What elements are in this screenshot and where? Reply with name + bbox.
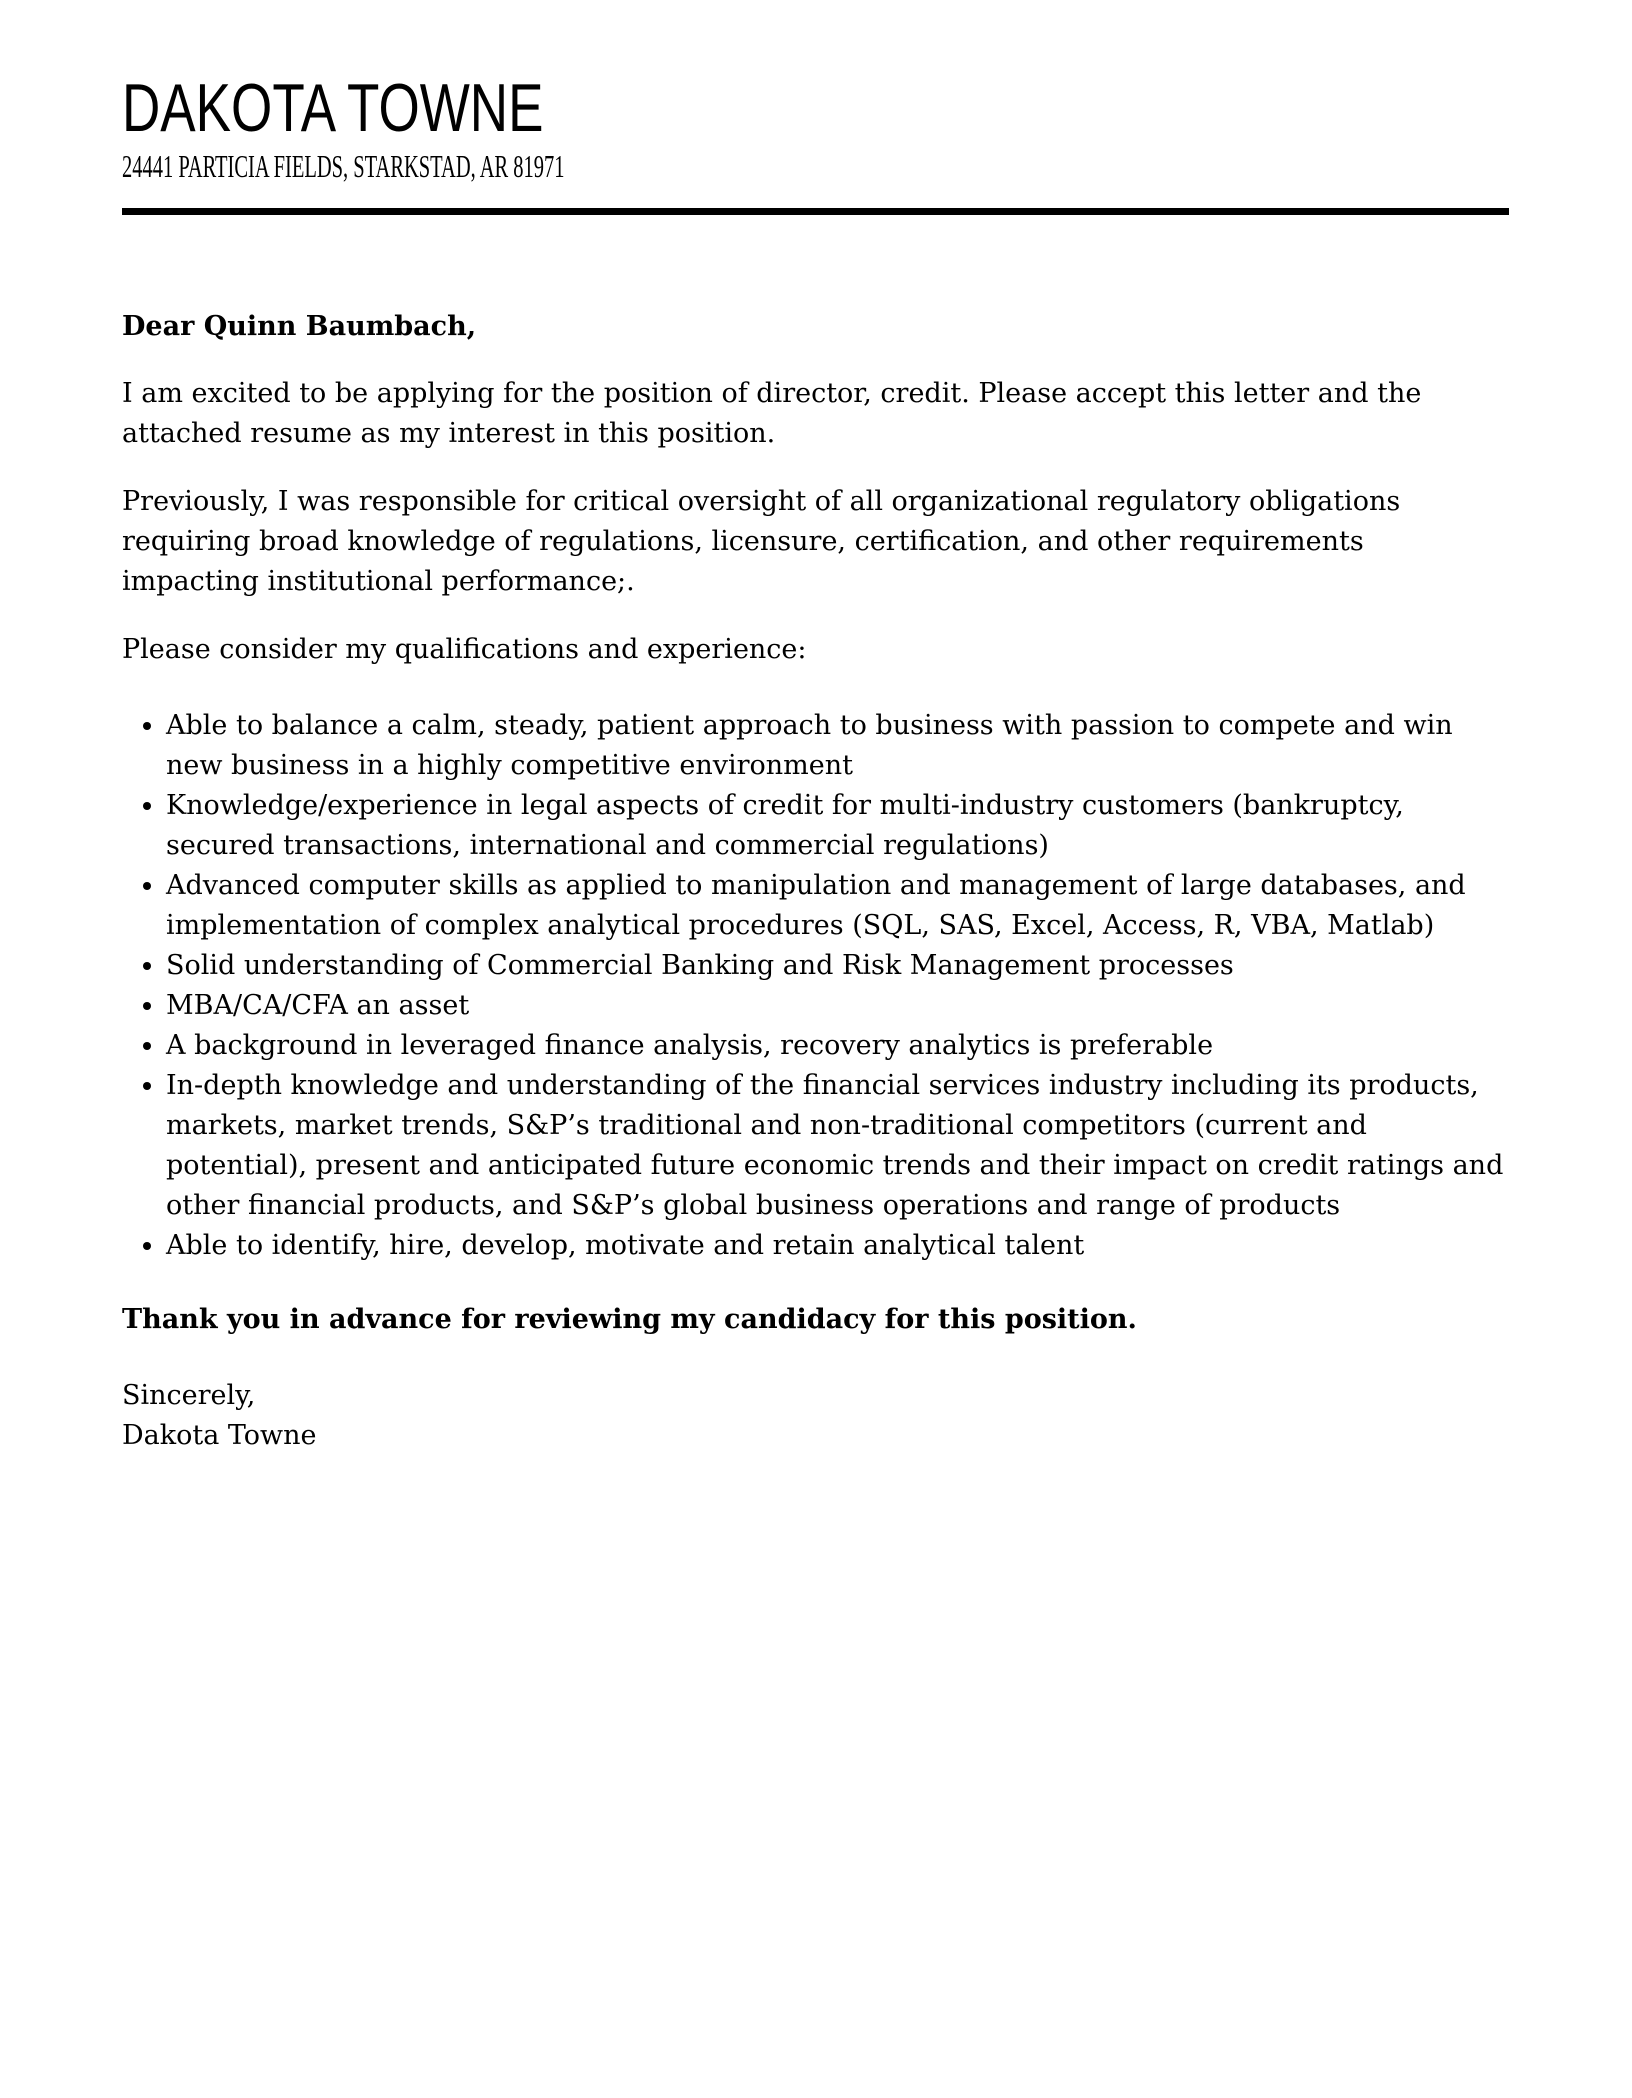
- intro-paragraph: I am excited to be applying for the position of director, credit. Please accept this letter and the attached resume as my interest in this position.: [122, 378, 1422, 449]
- qualifications-list: [122, 706, 1509, 1266]
- qualification-item: • Able to identify, hire, develop, motivate and retain analytical talent: [166, 1226, 1509, 1266]
- greeting: Dear Quinn Baumbach,: [122, 311, 477, 342]
- experience-paragraph: Previously, I was responsible for critical oversight of all organizational regulatory obligations requiring broad knowledge of regulations, licensure, certification, and other requirements impacting institutional performance;.: [122, 486, 1401, 597]
- qualification-item: • Solid understanding of Commercial Banking and Risk Management processes: [166, 946, 1509, 986]
- qualification-item: • In-depth knowledge and understanding of the financial services industry including its products, markets, market trends, S&P’s traditional and non-traditional competitors (current and potential), present and anticipated future economic trends and their impact on credit ratings and other financial products, and S&P’s global business operations and range of products: [166, 1066, 1509, 1226]
- closing-statement: Thank you in advance for reviewing my candidacy for this position.: [122, 1304, 1137, 1335]
- qualification-item: • MBA/CA/CFA an asset: [166, 986, 1509, 1026]
- sender-name: DAKOTA TOWNE: [122, 70, 544, 146]
- signature-name: Dakota Towne: [122, 1420, 317, 1451]
- qualifications-lead: Please consider my qualifications and experience:: [122, 634, 807, 665]
- header-divider: [122, 208, 1509, 215]
- letter-body: [122, 307, 1509, 1456]
- sender-address: 24441 PARTICIA FIELDS, STARKSTAD, AR 81971: [122, 148, 565, 184]
- qualification-item: • Knowledge/experience in legal aspects of credit for multi-industry customers (bankruptcy, secured transactions, international and commercial regulations): [166, 786, 1509, 866]
- qualification-item: • Advanced computer skills as applied to manipulation and management of large databases, and implementation of complex analytical procedures (SQL, SAS, Excel, Access, R, VBA, Matlab): [166, 866, 1509, 946]
- letter-header: [122, 70, 1509, 215]
- qualification-item: • A background in leveraged finance analysis, recovery analytics is preferable: [166, 1026, 1509, 1066]
- qualification-item: • Able to balance a calm, steady, patient approach to business with passion to compete and win new business in a highly competitive environment: [166, 706, 1509, 786]
- signoff: Sincerely,: [122, 1380, 256, 1411]
